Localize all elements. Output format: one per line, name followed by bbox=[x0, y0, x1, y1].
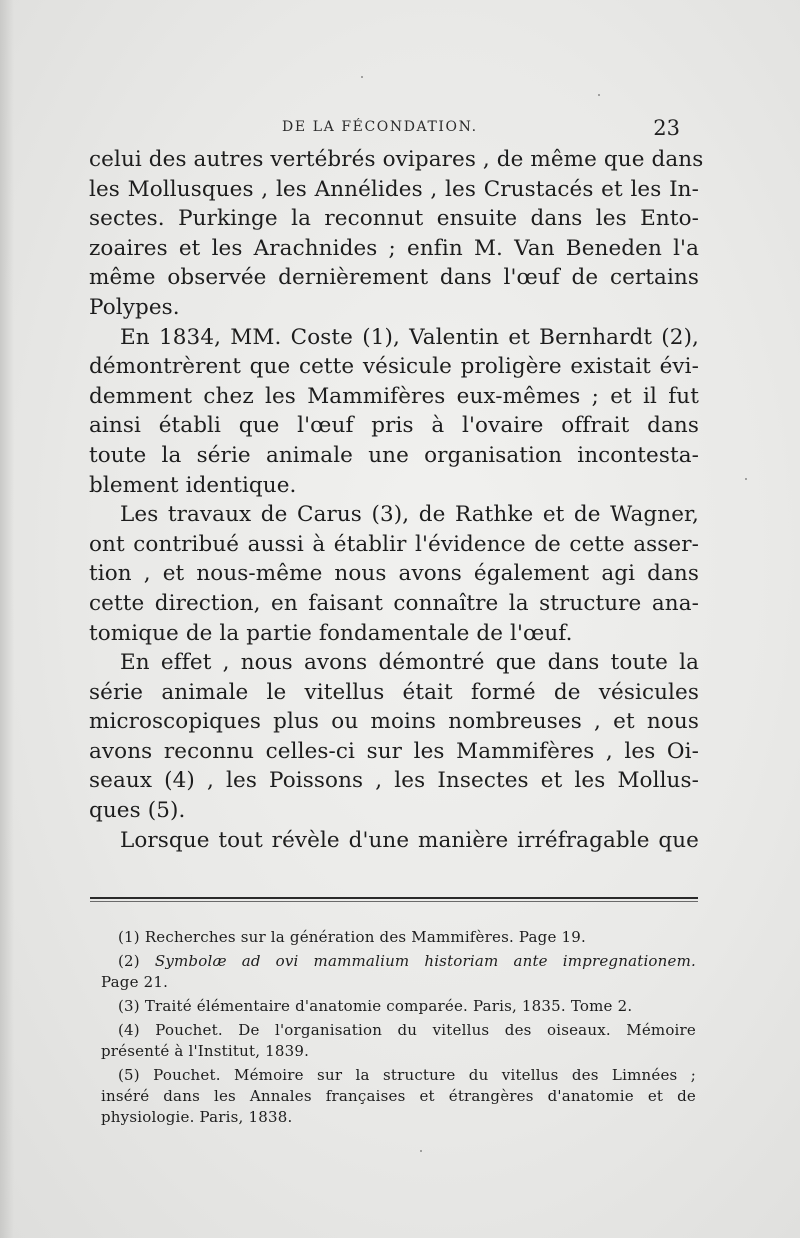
body-line: ques (5). bbox=[89, 798, 186, 824]
body-line: tion , et nous-même nous avons également agi dans bbox=[89, 561, 699, 587]
body-line: Lorsque tout révèle d'une manière irréfragable que bbox=[120, 827, 699, 853]
body-line: toute la série animale une organisation incontesta- bbox=[89, 442, 699, 468]
footnotes bbox=[101, 927, 696, 1128]
body-line: avons reconnu celles-ci sur les Mammifères , les Oi- bbox=[89, 738, 699, 764]
footnote-5-continuation: inséré dans les Annales françaises et étrangères d'anatomie et de bbox=[101, 1087, 696, 1105]
body-line: zoaires et les Arachnides ; enfin M. Van Beneden l'a bbox=[89, 235, 699, 261]
body-line: Les travaux de Carus (3), de Rathke et de Wagner, bbox=[120, 502, 699, 528]
body-line: celui des autres vertébrés ovipares , de même que dans bbox=[89, 147, 704, 172]
body-line: microscopiques plus ou moins nombreuses , et nous bbox=[89, 709, 699, 735]
paper-speck bbox=[598, 94, 600, 96]
body-line: sectes. Purkinge la reconnut ensuite dans les Ento- bbox=[89, 206, 699, 232]
body-line: ont contribué aussi à établir l'évidence de cette asser- bbox=[89, 531, 699, 557]
running-head-title: DE LA FÉCONDATION. bbox=[282, 119, 478, 135]
body-line: démontrèrent que cette vésicule proligère existait évi- bbox=[89, 354, 699, 380]
body-line: cette direction, en faisant connaître la structure ana- bbox=[89, 590, 699, 616]
paper-speck bbox=[745, 478, 747, 480]
body-line: En 1834, MM. Coste (1), Valentin et Bernhardt (2), bbox=[120, 324, 699, 350]
body-line: même observée dernièrement dans l'œuf de certains bbox=[89, 265, 699, 291]
footnote-separator bbox=[90, 897, 698, 899]
body-line: blement identique. bbox=[89, 472, 297, 498]
body-line: seaux (4) , les Poissons , les Insectes et les Mollus- bbox=[89, 768, 699, 794]
page-edge-shadow bbox=[0, 0, 14, 1238]
paper-speck bbox=[361, 76, 363, 78]
footnote-separator-thin bbox=[90, 901, 698, 902]
footnote-5-continuation: physiologie. Paris, 1838. bbox=[101, 1108, 293, 1126]
footnote-2-continuation: Page 21. bbox=[101, 973, 169, 991]
footnote-5: (5) Pouchet. Mémoire sur la structure du vitellus des Limnées ; bbox=[118, 1066, 696, 1084]
body-line: ainsi établi que l'œuf pris à l'ovaire offrait dans bbox=[89, 413, 699, 439]
footnote-2-label: (2) bbox=[118, 952, 140, 970]
body-line: tomique de la partie fondamentale de l'œuf. bbox=[89, 620, 573, 646]
footnote-3: (3) Traité élémentaire d'anatomie comparée. Paris, 1835. Tome 2. bbox=[118, 997, 633, 1015]
footnote-2-title: Symbolæ ad ovi mammalium historiam ante impregnationem. bbox=[154, 952, 696, 970]
footnote-4-continuation: présenté à l'Institut, 1839. bbox=[101, 1042, 310, 1060]
body-line: série animale le vitellus était formé de vésicules bbox=[89, 679, 699, 705]
body-line: demment chez les Mammifères eux-mêmes ; et il fut bbox=[89, 383, 699, 409]
paper-speck bbox=[420, 1150, 422, 1152]
footnote-2 bbox=[101, 951, 696, 972]
running-head bbox=[282, 116, 680, 140]
body-text bbox=[89, 145, 704, 855]
body-line: En effet , nous avons démontré que dans toute la bbox=[120, 650, 699, 676]
body-line: les Mollusques , les Annélides , les Crustacés et les In- bbox=[89, 176, 699, 202]
page-number: 23 bbox=[653, 116, 680, 140]
footnote-4: (4) Pouchet. De l'organisation du vitellus des oiseaux. Mémoire bbox=[118, 1021, 696, 1039]
body-line: Polypes. bbox=[89, 294, 180, 320]
footnote-1: (1) Recherches sur la génération des Mammifères. Page 19. bbox=[118, 928, 586, 946]
